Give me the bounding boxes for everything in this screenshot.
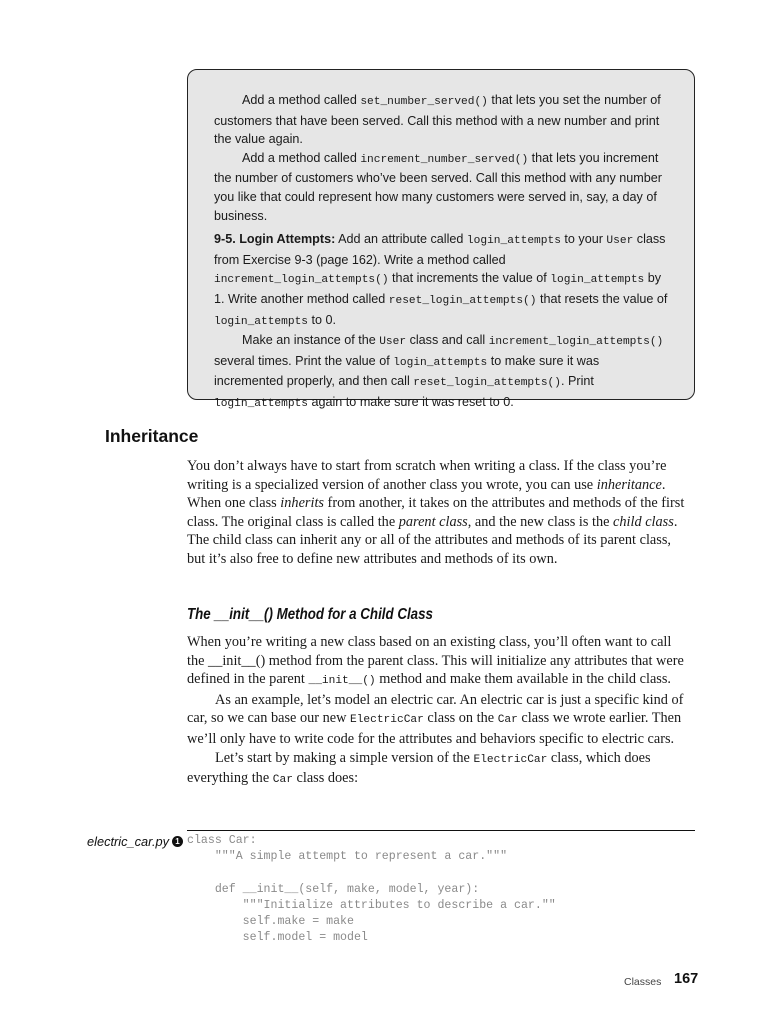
text-run: by 1. Write another method called <box>214 271 662 306</box>
code-line: """Initialize attributes to describe a car."" <box>187 898 556 912</box>
emphasis-term: inherits <box>280 495 324 512</box>
text-run: that resets the value of <box>536 291 668 306</box>
code-line: def __init__(self, make, model, year): <box>187 882 480 896</box>
text-run: Make an instance of the <box>242 333 380 348</box>
text-run: several times. Print the value of <box>214 353 394 368</box>
exercise-paragraph-3 <box>214 232 667 326</box>
child-paragraph-2 <box>187 691 689 749</box>
section-heading: Inheritance <box>105 426 199 446</box>
inline-code: set_number_served() <box>360 96 488 108</box>
inline-code: Car <box>497 714 518 727</box>
text-run: Add a method called <box>242 150 361 165</box>
child-paragraph-3 <box>187 749 689 790</box>
page-number: 167 <box>674 971 699 987</box>
text-run: class and call <box>406 333 489 348</box>
code-filename: electric_car.py <box>87 834 170 849</box>
inline-code: increment_login_attempts() <box>488 336 664 349</box>
emphasis-term: child class <box>613 513 674 530</box>
text-run: again to make sure it was reset to 0. <box>308 394 514 409</box>
text-run: As an example, let’s model an electric car. An electric car is just a specific kind of car, so we can base our new <box>187 691 684 727</box>
text-run: , and the new class is the <box>467 513 614 530</box>
child-class-body <box>187 633 689 790</box>
exercise-paragraph-4 <box>214 331 668 413</box>
inline-code: __init__() <box>308 675 376 688</box>
text-run: . The child class can inherit any or all of the attributes and methods of its parent class, but it’s also free to define new attributes and methods of its own. <box>187 513 678 567</box>
text-run: . Print <box>560 374 594 389</box>
text-run: class, which does everything the <box>187 749 651 787</box>
child-paragraph-1 <box>187 633 689 691</box>
text-run: class we wrote earlier. Then we’ll only have to write code for the attributes and behaviors specific to electric cars. <box>187 710 682 747</box>
inline-code: Car <box>272 774 293 787</box>
text-run: class on the <box>423 710 498 727</box>
text-run: Let’s start by making a simple version of the <box>215 749 474 766</box>
inline-code: ElectricCar <box>349 714 424 727</box>
text-run: that lets you increment the number of customers who’ve been served. Call this method with any number you like that could represent how many customers were served in, say, a day of business. <box>214 150 663 223</box>
text-run: from another, it takes on the attributes and methods of the first class. The original class is called the <box>187 495 685 530</box>
inline-code: login_attempts <box>214 315 308 328</box>
emphasis-term: inheritance <box>596 476 662 493</box>
text-run: Add an attribute called <box>335 232 467 247</box>
subsection-heading: The __init__() Method for a Child Class <box>187 606 433 623</box>
text-run: that lets you set the number of customers that have been served. Call this method with a new number and print the value again. <box>214 93 661 147</box>
exercise-title: 9-5. Login Attempts: <box>214 232 336 247</box>
inline-code: reset_login_attempts() <box>388 294 537 307</box>
text-run: that increments the value of <box>388 271 551 286</box>
code-rule-divider <box>187 830 695 831</box>
inline-code: reset_login_attempts() <box>413 377 561 390</box>
text-run: method and make them available in the child class. <box>375 671 672 688</box>
inline-code: login_attempts <box>214 397 308 410</box>
inline-code: User <box>379 336 407 349</box>
inline-code: increment_number_served() <box>360 153 529 166</box>
code-line: """A simple attempt to represent a car.""" <box>187 850 508 864</box>
inline-code: increment_login_attempts() <box>214 274 389 287</box>
exercise-paragraph-1 <box>214 91 668 149</box>
inheritance-paragraph <box>187 457 689 569</box>
code-listing <box>187 833 556 946</box>
inline-code: login_attempts <box>550 274 645 287</box>
code-callout-marker: 1 <box>172 836 183 847</box>
text-run: . When one class <box>187 476 666 512</box>
text-run: You don’t always have to start from scratch when writing a class. If the class you’re writing is a specialized version of another class you wrote, you can use <box>187 458 667 493</box>
text-run: class does: <box>292 770 359 787</box>
footer-chapter-label: Classes <box>624 976 662 988</box>
exercise-paragraph-2 <box>214 149 668 225</box>
code-line: self.make = make <box>187 915 354 929</box>
inline-code: login_attempts <box>466 235 561 248</box>
inline-code: User <box>606 235 634 248</box>
text-run: class from Exercise 9-3 (page 162). Write a method called <box>214 232 666 267</box>
inheritance-body <box>187 457 689 569</box>
text-run: When you’re writing a new class based on an existing class, you’ll often want to call the __init__() method from the parent class. This will initialize any attributes that were defined in the parent <box>187 634 684 688</box>
exercise-box <box>187 69 695 410</box>
exercise-9-5 <box>214 230 668 331</box>
text-run: to 0. <box>308 312 337 327</box>
emphasis-term: parent class <box>398 513 468 530</box>
inline-code: login_attempts <box>393 356 488 369</box>
code-line: class Car: <box>187 834 257 847</box>
text-run: to make sure it was incremented properly, and then call <box>214 353 600 389</box>
code-line: self.model = model <box>187 931 368 945</box>
text-run: to your <box>560 232 607 247</box>
text-run: Add a method called <box>242 93 361 107</box>
inline-code: ElectricCar <box>473 753 548 766</box>
